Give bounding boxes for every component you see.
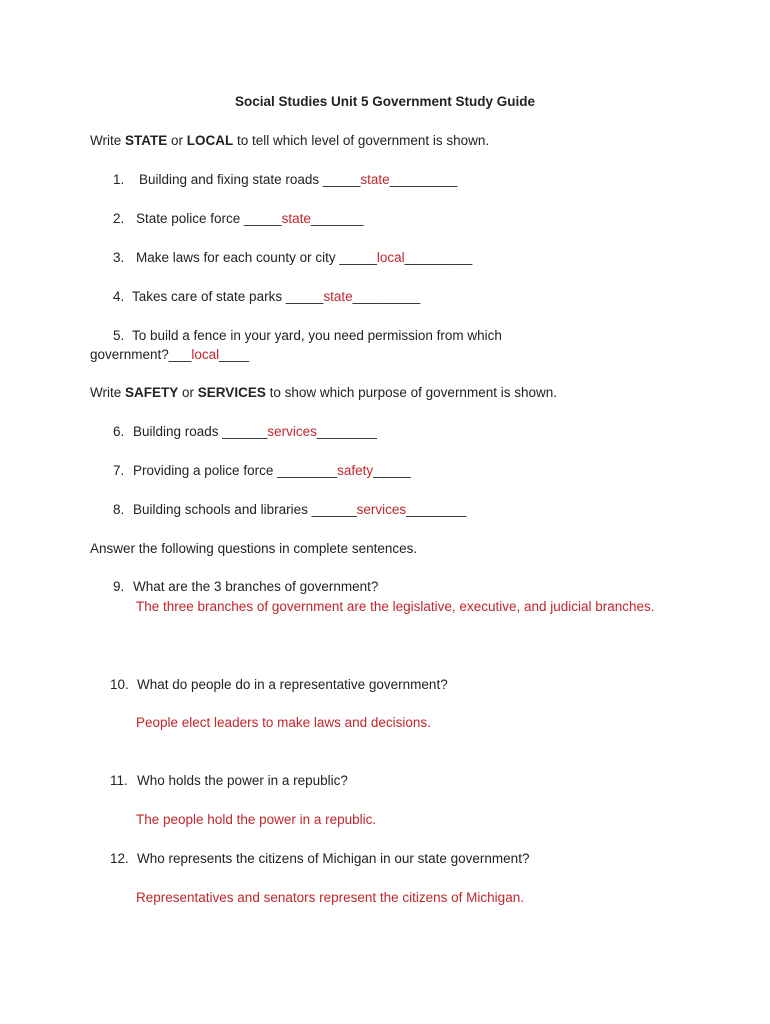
section-2-bold-safety: SAFETY [125,385,179,400]
answer-blank: ________ [316,424,377,439]
question-text: To build a fence in your yard, you need permission from which [132,328,502,343]
section-1-bold-local: LOCAL [186,133,234,148]
question-7 [113,462,411,480]
question-4 [113,288,420,306]
answer-11: The people hold the power in a republic. [136,812,377,827]
section-1-bold-state: STATE [125,133,168,148]
question-number: 4. [113,289,125,304]
section-2-mid: or [178,385,198,400]
question-11 [110,772,348,790]
question-number: 6. [113,424,125,439]
section-1-instructions [90,132,489,150]
question-text: government?___ [90,347,192,362]
section-1-pre: Write [90,133,126,148]
answer-text: local [376,250,405,265]
answer-text: safety [337,463,374,478]
answer-text: local [191,347,220,362]
question-text: Who holds the power in a republic? [137,773,348,788]
question-number: 7. [113,463,125,478]
answer-text: state [323,289,353,304]
question-8 [113,501,466,519]
question-text: What do people do in a representative government? [137,677,448,692]
question-number: 5. [113,328,125,343]
question-number: 10. [110,677,129,692]
question-3 [113,249,472,267]
answer-blank: _________ [352,289,421,304]
answer-text: services [356,502,407,517]
question-text: What are the 3 branches of government? [133,579,379,594]
question-number: 8. [113,502,125,517]
answer-blank: ________ [406,502,467,517]
question-1 [113,171,457,189]
question-number: 1. [113,172,125,187]
question-text: Providing a police force ________ [133,463,338,478]
answer-10: People elect leaders to make laws and decisions. [136,715,431,730]
question-text: Building and fixing state roads _____ [139,172,361,187]
question-text: State police force _____ [136,211,282,226]
answer-blank: ____ [219,347,250,362]
answer-blank: _________ [389,172,458,187]
answer-blank: _______ [310,211,364,226]
section-1-post: to tell which level of government is shown. [233,133,490,148]
answer-blank: _____ [373,463,411,478]
question-9 [113,578,378,596]
question-text: Building schools and libraries ______ [133,502,357,517]
answer-text: state [360,172,390,187]
question-number: 11. [110,773,128,788]
section-3-instructions: Answer the following questions in complete sentences. [90,541,418,556]
question-5-continuation [90,346,249,364]
section-2-instructions [90,384,557,402]
question-number: 12. [110,851,129,866]
question-2 [113,210,363,228]
question-number: 2. [113,211,125,226]
question-12 [110,850,529,868]
question-10 [110,676,448,694]
section-2-bold-services: SERVICES [197,385,266,400]
answer-9: The three branches of government are the legislative, executive, and judicial branches. [136,599,655,614]
question-text: Building roads ______ [133,424,268,439]
answer-text: services [267,424,317,439]
section-1-mid: or [167,133,187,148]
question-number: 3. [113,250,125,265]
question-text: Who represents the citizens of Michigan in our state government? [137,851,530,866]
question-6 [113,423,377,441]
section-2-post: to show which purpose of government is shown. [265,385,557,400]
answer-blank: _________ [404,250,473,265]
document-title: Social Studies Unit 5 Government Study Guide [234,94,536,109]
question-5 [113,327,502,345]
answer-text: state [281,211,311,226]
answer-12: Representatives and senators represent the citizens of Michigan. [136,890,524,905]
question-text: Make laws for each county or city _____ [136,250,377,265]
question-text: Takes care of state parks _____ [132,289,324,304]
section-2-pre: Write [90,385,126,400]
question-number: 9. [113,579,125,594]
